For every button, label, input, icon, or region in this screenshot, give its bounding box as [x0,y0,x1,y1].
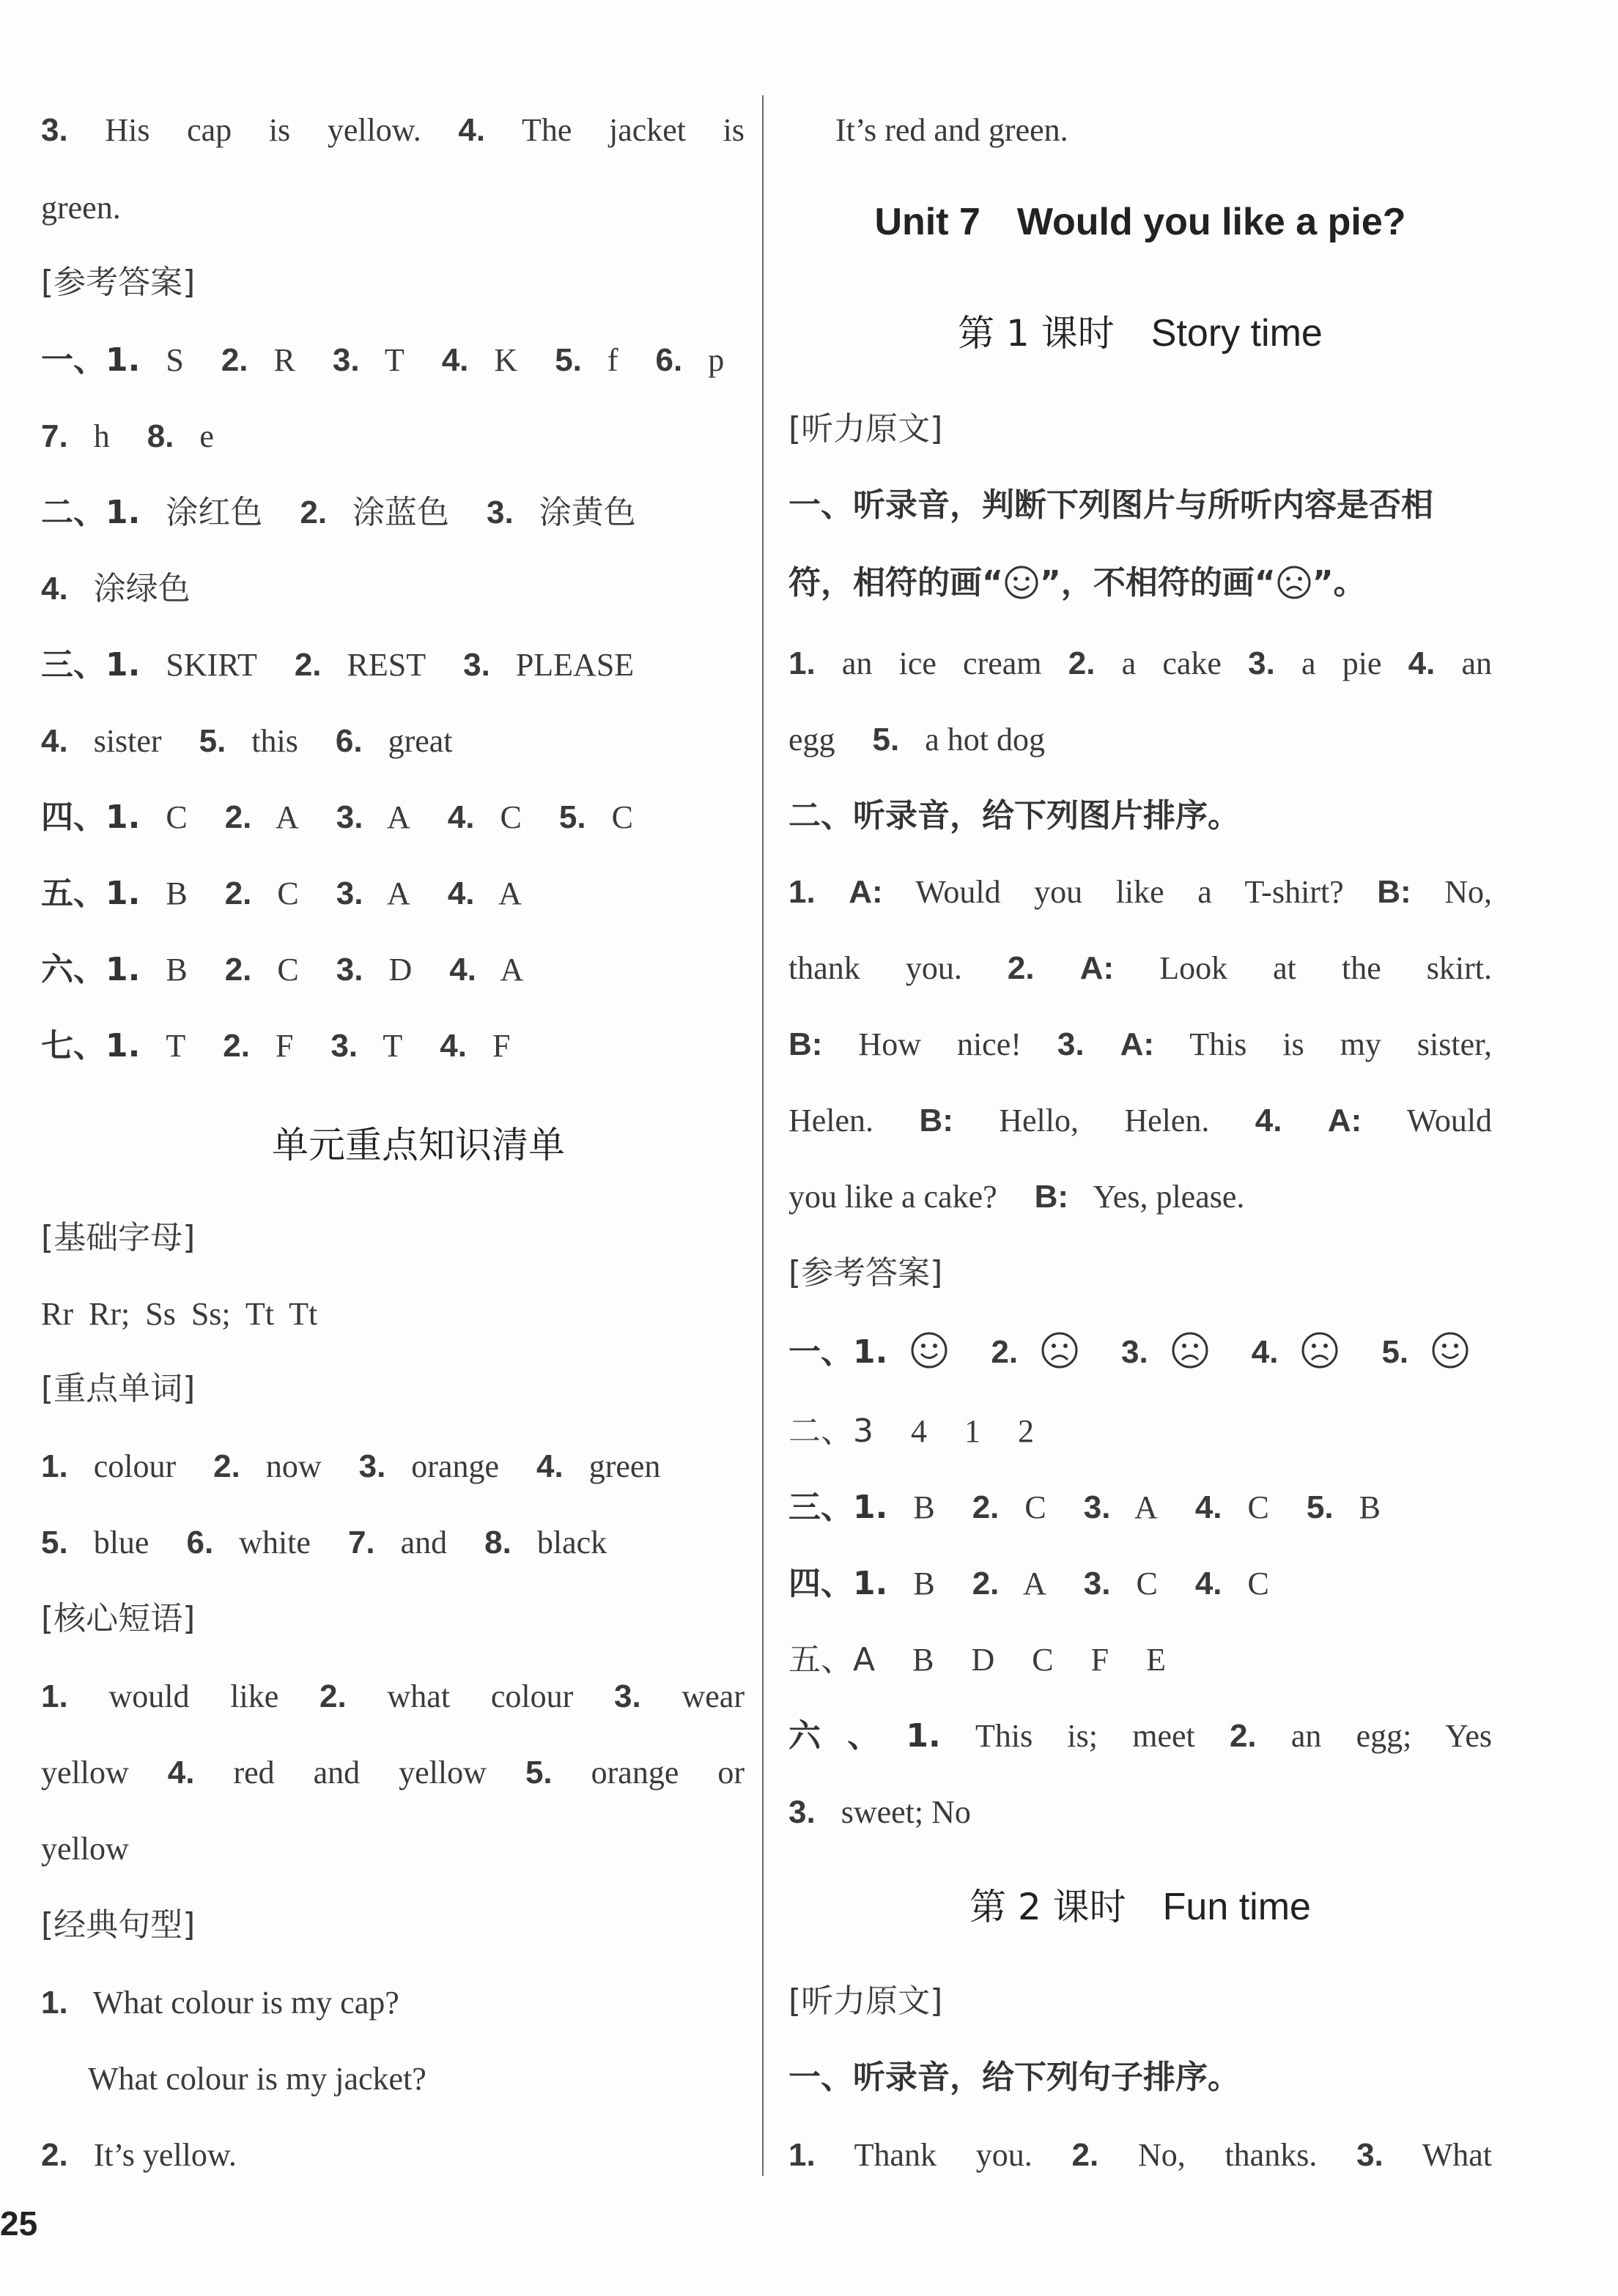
item-number: 3. [332,342,360,378]
item-number: 4. [458,112,486,148]
item-number: 2. [221,342,248,378]
phrase: what colour [387,1678,574,1714]
instruction-1 [788,476,1492,535]
answer-value: B [1359,1489,1381,1525]
answer-value: S [166,342,184,378]
answer-value: C [1032,1642,1054,1678]
line-red-green [788,101,1492,160]
sentence: What colour is my cap? [92,1985,399,2021]
instruction-text: 一、听录音，给下列句子排序。 [788,2059,1240,2096]
item-number: 4. [1194,1566,1222,1601]
section-label-letters [41,1209,745,1267]
item-number: 2. [224,875,252,911]
phrase: would like [108,1678,279,1714]
transcript-row-1 [788,634,1492,693]
dialogue-text: How nice! [858,1026,1022,1062]
words-row-2 [41,1514,745,1572]
item-number: 2. [1229,1718,1257,1754]
item-number: 七、1. [41,1027,141,1064]
answer-value: E [1146,1642,1166,1678]
lesson-1-title [788,300,1492,366]
word: white [239,1525,311,1560]
item-number: 6. [655,342,683,378]
section-label-sentences [41,1896,745,1955]
page-number: 25 [0,2204,38,2243]
section-label-text: [参考答案] [41,264,196,301]
item-number: 4. [447,875,475,911]
dialogue-text: Helen. [788,1103,874,1138]
instruction-2 [788,787,1492,845]
item-number: 2. [224,952,252,988]
answer-value: C [1136,1566,1158,1601]
item-number: 5. [525,1755,553,1790]
answer-value: p [708,342,725,378]
unit-title [788,189,1492,255]
item-number: 5. [1381,1334,1409,1370]
answer-row-four [788,1555,1492,1613]
transcript-text: egg [788,722,835,758]
answer-row-8 [41,864,745,923]
instruction-text: ”。 [1312,564,1366,601]
phrase: yellow [41,1755,129,1790]
answer-value: B [913,1489,935,1525]
smile-face-icon [1003,564,1040,601]
speaker-label: A: [1120,1026,1154,1062]
section-label-transcript-2 [788,1972,1492,2031]
item-number: 一、1. [41,341,141,379]
item-number: 5. [199,723,226,759]
answer-row-5 [41,636,745,695]
phrase: wear [681,1678,745,1714]
section-label-text: [听力原文] [788,1982,943,2020]
answer-value: 2 [1018,1413,1034,1449]
item-number: 三、1. [41,646,141,684]
transcript-text: a pie [1301,645,1382,681]
answer-value: This is; meet [975,1718,1195,1754]
sentence-row-2 [41,2050,745,2108]
answer-value: A [1134,1489,1158,1525]
line-cap-jacket [41,101,745,160]
instruction-text: 符，相符的画“ [788,564,1003,601]
smile-face-icon [1430,1330,1470,1370]
lesson-name: Story time [1150,312,1323,355]
answer-value: T [383,1028,403,1064]
answer-value: D [388,952,413,988]
instruction-1-cont [788,554,1492,612]
smile-face-icon [909,1330,949,1370]
answer-row-1 [41,331,745,390]
item-number: 8. [147,418,174,454]
phrases-row-2 [41,1744,745,1802]
answer-row-7 [41,788,745,847]
transcript-row-3 [788,2126,1492,2185]
item-number: 5. [555,342,582,378]
item-number: 1. [41,1448,68,1484]
answer-value: this [251,723,298,759]
item-number: 六、1. [41,951,141,988]
item-number: 5. [1306,1489,1334,1525]
answer-value: B [166,875,188,911]
section-label-text: [经典句型] [41,1906,196,1944]
dialogue-text: This is my sister, [1189,1026,1493,1062]
item-number: 3. [336,952,363,988]
answer-row-9 [41,941,745,999]
dialogue-text: you like a cake? [788,1179,997,1215]
answer-value: 4 [911,1413,927,1449]
phrases-row-1 [41,1667,745,1726]
answer-value: C [277,875,299,911]
item-number: 1. [788,645,816,681]
speaker-label: B: [788,1026,823,1062]
answer-text: His cap is yellow. [105,112,421,148]
answer-row-2 [41,407,745,466]
section-label-answers [41,253,745,312]
item-number: 2. [1071,2137,1099,2173]
answer-value: C [1247,1566,1269,1601]
item-number: 2. [1068,645,1096,681]
answer-value: D [971,1642,995,1678]
item-number: 四、1. [41,799,141,836]
item-number: 5. [558,799,586,835]
item-number: 4. [441,342,469,378]
item-number: 4. [1255,1103,1282,1138]
speaker-label: A: [1327,1103,1362,1138]
item-number: 二、1. [41,494,141,531]
lesson-2-title [788,1874,1492,1940]
item-number: 3. [336,799,363,835]
answer-value: 1 [964,1413,980,1449]
dialogue-text: thank you. [788,950,962,986]
answer-value: C [1247,1489,1269,1525]
transcript-text: No, thanks. [1137,2137,1318,2173]
item-number: 3. [614,1678,641,1714]
item-number: 4. [1251,1334,1279,1370]
item-number: 3. [1356,2137,1384,2173]
item-number: 2. [991,1334,1019,1370]
transcript-text: an ice cream [841,645,1042,681]
dialogue-text: Look at the skirt. [1159,950,1493,986]
dialogue-row-5 [788,1168,1492,1226]
word: orange [411,1448,500,1484]
item-number: 5. [872,722,900,758]
answer-value: A [498,875,522,911]
answer-value: A [500,952,524,988]
frown-face-icon [1040,1330,1079,1370]
item-number: 4. [41,571,68,607]
item-number: 3. [41,112,68,148]
instruction-text: ”，不相符的画“ [1039,564,1276,601]
item-number: 3. [1121,1334,1148,1370]
answer-row-3 [41,484,745,542]
sentence: It’s yellow. [93,2137,237,2173]
transcript-text: What [1422,2137,1493,2173]
section-label-text: [基础字母] [41,1219,196,1256]
answer-value: B [912,1642,934,1678]
answer-value: 涂蓝色 [352,494,450,531]
item-number: 2. [972,1489,1000,1525]
answer-value: A [387,799,410,835]
item-number: 一、1. [788,1333,888,1371]
column-divider [762,95,764,2176]
section-label-words [41,1360,745,1418]
item-number: 3. [358,1448,386,1484]
answer-row-six [788,1707,1492,1766]
frown-face-icon [1276,564,1312,601]
answer-value: C [1024,1489,1046,1525]
answer-text: Rr Rr; Ss Ss; Tt Tt [41,1296,318,1332]
item-number: 3. [1057,1026,1085,1062]
word: green [588,1448,661,1484]
word: black [536,1525,607,1560]
item-number: 五、1. [41,875,141,912]
answer-value: 涂红色 [166,494,263,531]
item-number: 1. [41,1678,68,1714]
item-number: 2. [1007,950,1035,986]
item-number: 4. [41,723,68,759]
item-number: 3. [1083,1489,1111,1525]
line-green [41,179,745,237]
answer-row-order [788,1402,1492,1461]
dialogue-row-4 [788,1092,1492,1150]
item-number: 四、1. [788,1565,888,1602]
answer-value: C [611,799,633,835]
instruction-text: 一、听录音，判断下列图片与所听内容是否相 [788,486,1433,524]
answer-value: 涂黄色 [539,494,636,531]
lesson-number: 第 1 课时 [958,312,1115,355]
phrase: red and yellow [233,1755,487,1790]
answer-value: C [166,799,188,835]
face-answers-row [788,1323,1492,1382]
dialogue-text: No, [1444,874,1492,910]
answer-value: sweet; No [841,1794,971,1830]
frown-face-icon [1300,1330,1340,1370]
transcript-text: Thank you. [854,2137,1033,2173]
answer-value: 涂绿色 [93,570,191,607]
item-number: 4. [447,799,475,835]
speaker-label: B: [1034,1179,1069,1215]
phrase: yellow [41,1831,129,1867]
answer-row-6 [41,712,745,771]
dialogue-row-1 [788,863,1492,922]
item-number: 4. [167,1755,195,1790]
item-number: 2. [294,647,322,683]
answer-value: e [199,418,214,454]
answer-value: A [387,875,410,911]
item-number: 4. [1194,1489,1222,1525]
phrases-row-3 [41,1820,745,1878]
answer-value: T [166,1028,186,1064]
answer-value: R [273,342,295,378]
answer-value: 五、A [788,1641,876,1678]
item-number: 6. [335,723,363,759]
answer-value: C [500,799,522,835]
item-number: 4. [536,1448,564,1484]
answer-row-three [788,1478,1492,1537]
letters-line [41,1285,745,1344]
item-number: 8. [484,1525,511,1560]
item-number: 3. [463,647,490,683]
section-label-transcript [788,400,1492,459]
section-label-text: [参考答案] [788,1254,943,1292]
item-number: 1. [41,1985,68,2021]
answer-value: F [492,1028,511,1064]
item-number: 4. [1408,645,1436,681]
answer-value: an egg; Yes [1290,1718,1492,1754]
transcript-row-2 [788,711,1492,769]
item-number: 2. [224,799,252,835]
item-number: 3. [1083,1566,1111,1601]
summary-title: 单元重点知识清单 [272,1124,565,1166]
speaker-label: B: [919,1103,953,1138]
section-label-text: [听力原文] [788,410,943,448]
unit-number: Unit 7 [874,201,980,243]
sentence: What colour is my jacket? [88,2061,426,2097]
answer-text: green. [41,190,121,226]
unit-name: Would you like a pie? [1016,201,1406,243]
item-number: 4. [449,952,476,988]
answer-row-five [788,1631,1492,1689]
item-number: 3. [788,1794,816,1830]
item-number: 4. [440,1028,467,1064]
words-row-1 [41,1437,745,1496]
item-number: 3. [336,875,363,911]
instruction-3 [788,2048,1492,2107]
answer-value: f [607,342,618,378]
item-number: 3. [1248,645,1275,681]
dialogue-text: Would [1406,1103,1493,1138]
lesson-number: 第 2 课时 [969,1886,1126,1928]
item-number: 2. [319,1678,347,1714]
transcript-text: an [1461,645,1493,681]
item-number: 六、1. [788,1717,941,1755]
speaker-label: A: [1079,950,1115,986]
item-number: 三、1. [788,1489,888,1526]
sentence-row-1 [41,1974,745,2032]
item-number: 3. [487,495,514,530]
item-number: 2. [41,2137,68,2173]
section-label-text: [核心短语] [41,1600,196,1637]
sentence-row-3 [41,2126,745,2185]
answer-value: great [388,723,453,759]
item-number: 7. [41,418,68,454]
answer-value: T [384,342,404,378]
answer-text: The jacket is [521,112,745,148]
answer-row-10 [41,1017,745,1075]
answer-value: K [494,342,518,378]
answer-value: A [275,799,299,835]
transcript-text: a hot dog [925,722,1045,758]
dialogue-text: Would you like a T-shirt? [915,874,1344,910]
answer-row-4 [41,560,745,618]
item-number: 1. [788,874,816,910]
answer-value: F [1090,1642,1109,1678]
frown-face-icon [1170,1330,1210,1370]
answer-value: B [913,1566,935,1601]
speaker-label: A: [849,874,883,910]
dialogue-text: Hello, Helen. [999,1103,1210,1138]
answer-value: B [166,952,188,988]
sentence: It’s red and green. [835,112,1068,148]
phrase: orange or [591,1755,745,1790]
word: colour [93,1448,177,1484]
lesson-name: Fun time [1162,1886,1311,1928]
item-number: 2. [223,1028,250,1064]
answer-value: F [275,1028,294,1064]
section-label-phrases [41,1590,745,1648]
answer-value: PLEASE [515,647,635,683]
instruction-text: 二、听录音，给下列图片排序。 [788,797,1240,834]
dialogue-row-2 [788,939,1492,998]
answer-value: A [1022,1566,1046,1601]
item-number: 7. [347,1525,375,1560]
item-number: 2. [300,495,328,530]
word: blue [93,1525,149,1560]
item-number: 1. [788,2137,816,2173]
item-number: 6. [186,1525,214,1560]
answer-value: C [277,952,299,988]
answer-value: h [93,418,110,454]
item-number: 2. [972,1566,1000,1601]
answer-value: REST [347,647,426,683]
speaker-label: B: [1377,874,1411,910]
answer-value: sister [93,723,162,759]
answer-value: SKIRT [166,647,257,683]
dialogue-text: Yes, please. [1093,1179,1245,1215]
transcript-text: a cake [1121,645,1222,681]
item-number: 2. [213,1448,240,1484]
item-number: 3. [330,1028,358,1064]
section-label-answers-2 [788,1244,1492,1303]
answer-row-six-cont [788,1783,1492,1842]
word: and [400,1525,448,1560]
dialogue-row-3 [788,1015,1492,1074]
item-number: 5. [41,1525,68,1560]
answer-value: 二、3 [788,1412,873,1450]
section-label-text: [重点单词] [41,1370,196,1407]
word: now [265,1448,322,1484]
